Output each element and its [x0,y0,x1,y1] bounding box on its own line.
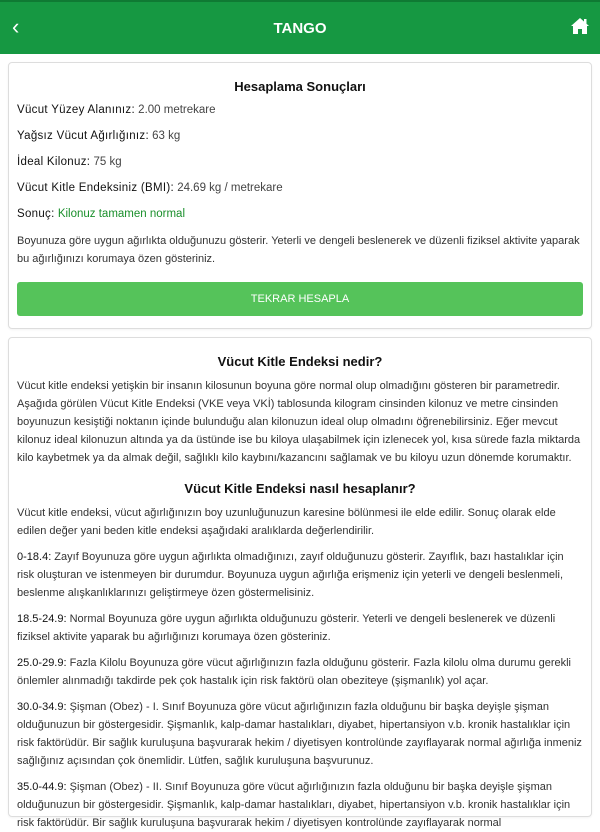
home-icon[interactable] [570,16,590,36]
range-item: 0-18.4: Zayıf Boyunuza göre uygun ağırlıkta olmadığınızı, zayıf olduğunuzu gösterir. Zayıflık, bazı hastalıklar için risk oluşturan ve istenmeyen bir durumdur. Boyunuza uygun ağırlığa erişmeniz için yeterli ve dengeli beslenmeli, beslenme alışkanlıklarınızı geliştirmeye özen göstermelisiniz. [17,551,564,599]
result-row-ideal-weight: İdeal Kilonuz: 75 kg [17,156,122,168]
info-card [8,337,592,829]
info-title-what: Vücut Kitle Endeksi nedir? [217,354,383,369]
range-item: 30.0-34.9: Şişman (Obez) - I. Sınıf Boyunuza göre vücut ağırlığınızın fazla olduğunu bir başka deyişle şişman olduğunuzun bir göstergesidir. Şişmanlık, kalp-damar hastalıkları, diyabet, hipertansiyon v.b. kronik hastalıklar için risk faktörüdür. Bir sağlık kuruluşuna başvurarak hekim / diyetisyen kontrolünde zayıflayarak normal ağırlığa inmeniz sağlığınız açısından çok önemlidir. Lütfen, sağlık kuruluşuna başvurunuz. [17,701,582,767]
info-text-how: Vücut kitle endeksi, vücut ağırlığınızın boy uzunluğunuzun karesine bölünmesi ile elde edilir. Sonuç olarak elde edilen değer yani beden kitle endeksi aşağıdaki aralıklarda değerlendirilir. [17,507,556,537]
range-item: 25.0-29.9: Fazla Kilolu Boyunuza göre vücut ağırlığınızın fazla olduğunu gösterir. Fazla kilolu olma durumu gerekli önlemler alınmadığı takdirde pek çok hastalık için risk faktörü olan obeziteye (şişmanlık) yol açar. [17,657,571,687]
result-row-bmi: Vücut Kitle Endeksiniz (BMI): 24.69 kg / metrekare [17,182,283,194]
info-title-how: Vücut Kitle Endeksi nasıl hesaplanır? [184,481,416,496]
back-button[interactable]: ‹ [12,14,20,39]
app-header [0,0,600,54]
result-row-body-surface: Vücut Yüzey Alanınız: 2.00 metrekare [17,104,216,116]
result-row-outcome: Sonuç: Kilonuz tamamen normal [17,208,186,220]
info-text-what: Vücut kitle endeksi yetişkin bir insanın kilosunun boyuna göre normal olup olmadığını gösteren bir parametredir. Aşağıda görülen Vücut Kitle Endeksi (VKE veya VKİ) tablosunda kilogram cinsinden kilonuz ve metre cinsinden boyunuzun kesiştiği noktanın içinde bulunduğu alan kilonuzun ideal olup olmadını öğrenebilirsiniz. Eğer mevcut kilonuz ideal kilonuzun altında ya da üstünde ise bu kiloya ulaşabilmek için izlenecek yol, kısa sürede fazla miktarda kilo kaybetmek ya da almak değil, sağlıklı kilo kaybını/kazancını sağlamak ve bu kiloyu uzun dönemde korumaktır. [17,380,581,464]
results-title: Hesaplama Sonuçları [234,79,366,94]
result-row-lean-weight: Yağsız Vücut Ağırlığınız: 63 kg [17,130,181,142]
range-item: 18.5-24.9: Normal Boyunuza göre uygun ağırlıkta olduğunuzu gösterir. Yeterli ve dengeli beslenerek ve düzenli fiziksel aktivite yaparak bu ağırlığınızı korumaya özen gösteriniz. [17,613,556,643]
result-status: Kilonuz tamamen normal [57,208,186,220]
results-card [8,62,592,329]
app-title: TANGO [273,19,327,37]
result-description: Boyunuza göre uygun ağırlıkta olduğunuzu gösterir. Yeterli ve dengeli beslenerek ve düzenli fiziksel aktivite yaparak bu ağırlığınızı korumaya özen gösteriniz. [17,235,580,265]
recalculate-button[interactable]: TEKRAR HESAPLA [17,282,583,316]
range-item: 35.0-44.9: Şişman (Obez) - II. Sınıf Boyunuza göre vücut ağırlığınızın fazla olduğunu bir başka deyişle şişman olduğunuzun bir göstergesidir. Şişmanlık, kalp-damar hastalıkları, diyabet, hipertansiyon v.b. kronik hastalıklar için risk faktörüdür. Bir sağlık kuruluşuna başvurarak hekim / diyetisyen kontrolünde zayıflayarak normal [17,781,571,829]
